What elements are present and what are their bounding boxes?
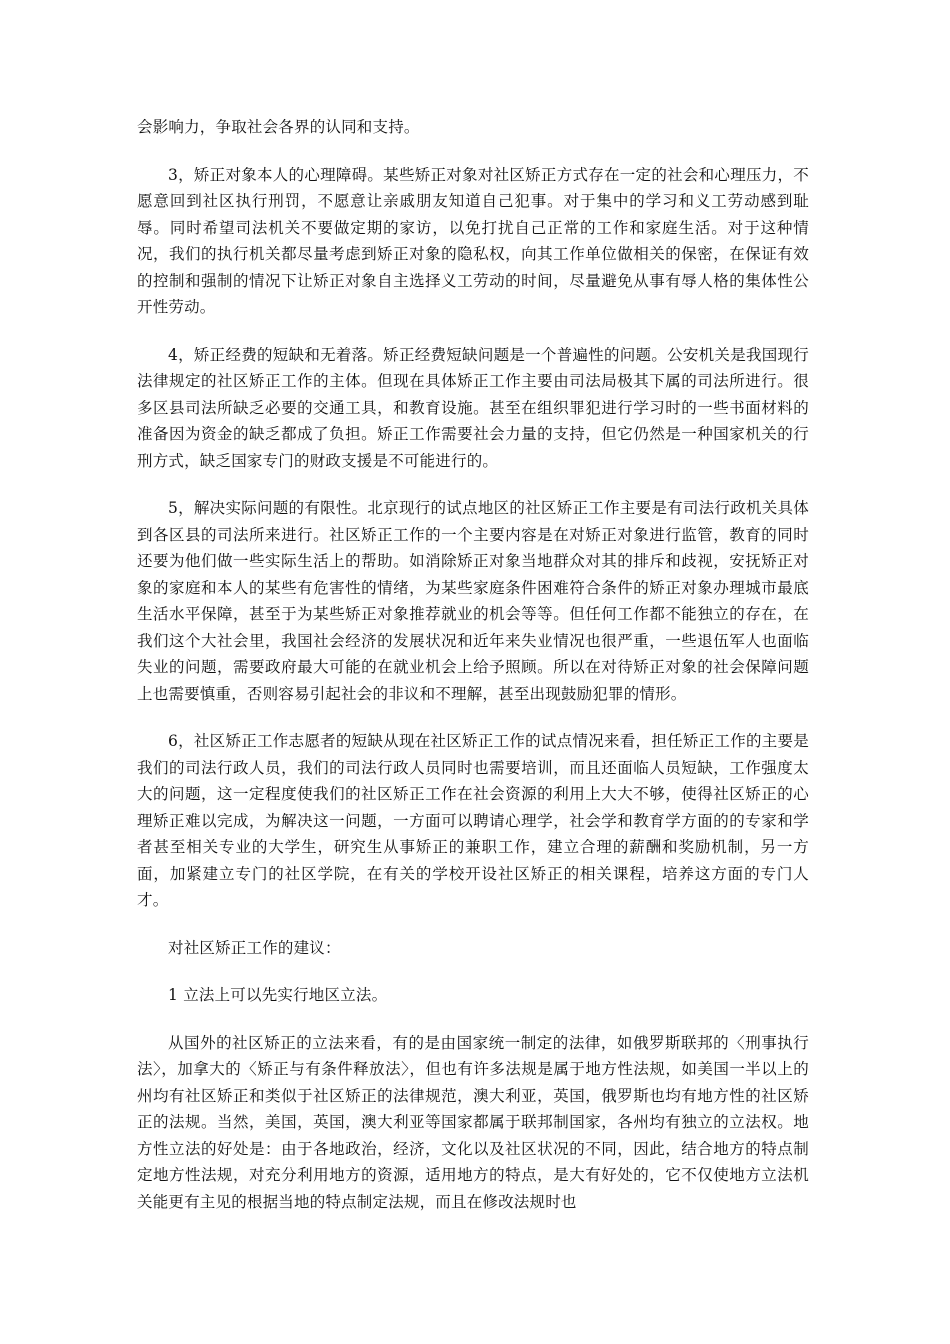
paragraph-item-3: 3，矫正对象本人的心理障碍。某些矫正对象对社区矫正方式存在一定的社会和心理压力，不愿意回到社区执行刑罚，不愿意让亲戚朋友知道自己犯事。对于集中的学习和义工劳动感到耻辱。同时希望司法机关不要做定期的家访，以免打扰自己正常的工作和家庭生活。对于这种情况，我们的执行机关都尽量考虑到矫正对象的隐私权，向其工作单位做相关的保密，在保证有效的控制和强制的情况下让矫正对象自主选择义工劳动的时间，尽量避免从事有辱人格的集体性公开性劳动。 xyxy=(137,165,809,316)
subheading-legislation: 1 立法上可以先实行地区立法。 xyxy=(168,986,388,1004)
paragraph-item-6: 6，社区矫正工作志愿者的短缺从现在社区矫正工作的试点情况来看，担任矫正工作的主要是我们的司法行政人员，我们的司法行政人员同时也需要培训，而且还面临人员短缺，工作强度太大的问题，这一定程度使我们的社区矫正工作在社会资源的利用上大大不够，使得社区矫正的心理矫正难以完成，为解决这一问题，一方面可以聘请心理学，社会学和教育学方面的的专家和学者甚至相关专业的大学生，研究生从事矫正的兼职工作，建立合理的薪酬和奖励机制，另一方面，加紧建立专门的社区学院，在有关的学校开设社区矫正的相关课程，培养这方面的专门人才。 xyxy=(137,732,809,909)
section-heading-suggestions: 对社区矫正工作的建议： xyxy=(168,938,341,957)
paragraph-gap xyxy=(137,914,809,935)
document-body xyxy=(137,114,809,1215)
paragraph-item-5: 5，解决实际问题的有限性。北京现行的试点地区的社区矫正工作主要是有司法行政机关具体到各区县的司法所来进行。社区矫正工作的一个主要内容是在对矫正对象进行监管，教育的同时还要为他们做一些实际生活上的帮助。如消除矫正对象当地群众对其的排斥和歧视，安抚矫正对象的家庭和本人的某些有危害性的情绪，为某些家庭条件困难符合条件的矫正对象办理城市最底生活水平保障，甚至于为某些矫正对象推荐就业的机会等等。但任何工作都不能独立的存在，在我们这个大社会里，我国社会经济的发展状况和近年来失业情况也很严重，一些退伍军人也面临失业的问题，需要政府最大可能的在就业机会上给予照顾。所以在对待矫正对象的社会保障问题上也需要慎重，否则容易引起社会的非议和不理解，甚至出现鼓励犯罪的情形。 xyxy=(137,499,809,703)
paragraph-item-4: 4，矫正经费的短缺和无着落。矫正经费短缺问题是一个普遍性的问题。公安机关是我国现行法律规定的社区矫正工作的主体。但现在具体矫正工作主要由司法局极其下属的司法所进行。很多区县司法所缺乏必要的交通工具，和教育设施。甚至在组织罪犯进行学习时的一些书面材料的准备因为资金的缺乏都成了负担。矫正工作需要社会力量的支持，但它仍然是一种国家机关的行刑方式，缺乏国家专门的财政支援是不可能进行的。 xyxy=(137,345,809,470)
paragraph-gap xyxy=(137,707,809,728)
paragraph-gap xyxy=(137,474,809,495)
paragraph-gap xyxy=(137,321,809,342)
paragraph-continuation: 会影响力，争取社会各界的认同和支持。 xyxy=(137,118,420,136)
paragraph-foreign-legislation: 从国外的社区矫正的立法来看，有的是由国家统一制定的法律，如俄罗斯联邦的〈刑事执行法〉，加拿大的〈矫正与有条件释放法〉，但也有许多法规是属于地方性法规，如美国一半以上的州均有社区矫正和类似于社区矫正的法律规范，澳大利亚，英国，俄罗斯也均有地方性的社区矫正的法规。当然，美国，英国，澳大利亚等国家都属于联邦制国家，各州均有独立的立法权。地方性立法的好处是：由于各地政治，经济，文化以及社区状况的不同，因此，结合地方的特点制定地方性法规，对充分利用地方的资源，适用地方的特点，是大有好处的，它不仅使地方立法机关能更有主见的根据当地的特点制定法规，而且在修改法规时也 xyxy=(137,1033,809,1211)
paragraph-gap xyxy=(137,961,809,982)
paragraph-gap xyxy=(137,141,809,162)
paragraph-gap xyxy=(137,1009,809,1030)
